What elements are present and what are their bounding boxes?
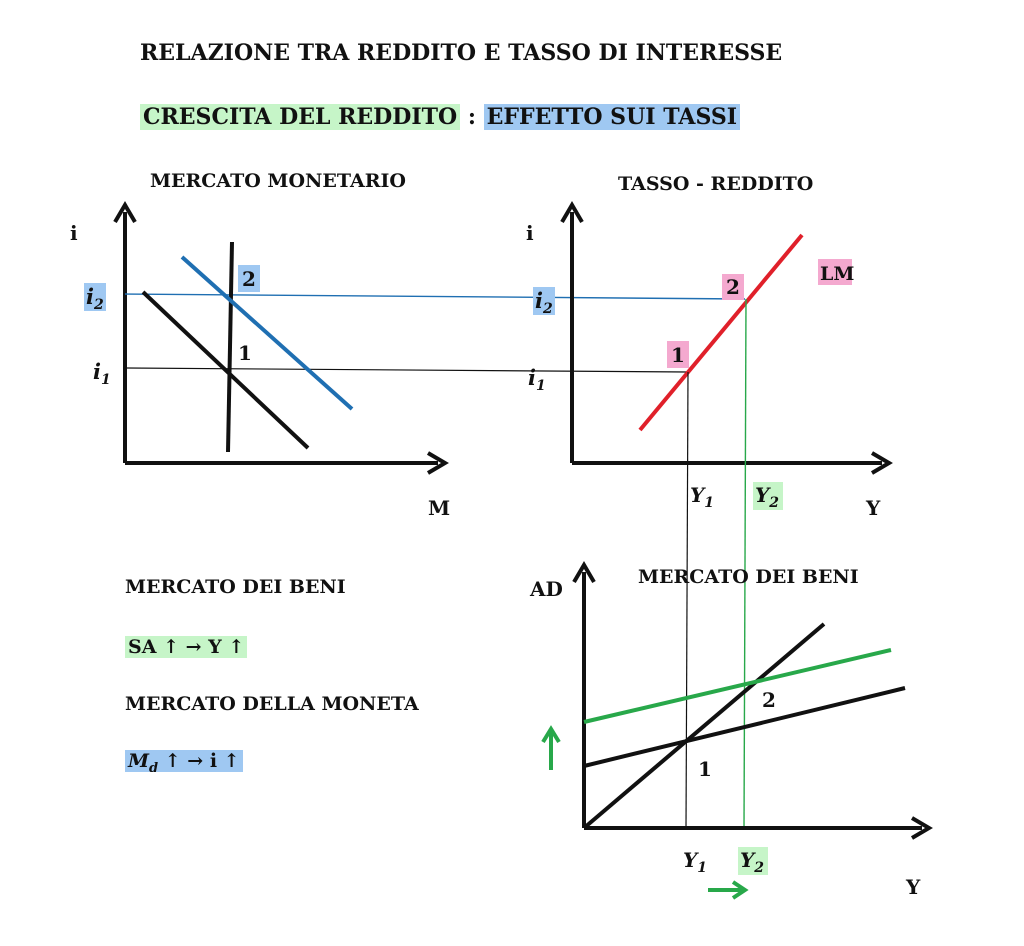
lm-y2-label: $Y_2$ (755, 483, 780, 511)
goods-y2-label: $Y_2$ (740, 848, 765, 876)
lm-point-1: 1 (671, 343, 685, 367)
goods-y1-label: $Y_1$ (683, 848, 708, 876)
money-effect-rest: ↑ → i ↑ (158, 750, 240, 772)
goods-y-label: AD (530, 577, 563, 601)
note-goods-heading: MERCATO DEI BENI (125, 576, 346, 598)
money-market-graph (70, 170, 745, 520)
goods-point-2: 2 (762, 688, 776, 712)
goods-point-1: 1 (698, 757, 712, 781)
money-y-label: i (70, 221, 78, 245)
lm-graph (526, 173, 889, 520)
right-shift-arrow-icon (708, 882, 745, 898)
money-graph-title: MERCATO MONETARIO (150, 170, 406, 192)
lm-x-label: Y (866, 496, 881, 520)
money-point-1: 1 (238, 341, 252, 365)
goods-effect-text: SA ↑ → Y ↑ (125, 636, 247, 658)
money-demand-var: M (128, 750, 150, 772)
lm-y1-label: $Y_1$ (690, 483, 715, 511)
lm-graph-title: TASSO - REDDITO (618, 173, 814, 195)
money-demand-line-2 (182, 257, 352, 409)
subtitle-income-growth: CRESCITA DEL REDDITO (140, 104, 460, 130)
note-money-heading: MERCATO DELLA MONETA (125, 693, 419, 715)
lm-i1-label: $i_1$ (528, 365, 546, 394)
money-demand-sub: d (149, 760, 159, 776)
page-title: RELAZIONE TRA REDDITO E TASSO DI INTERESSE (140, 40, 783, 66)
goods-45-degree-line (584, 624, 824, 828)
money-supply-line (228, 242, 232, 452)
goods-ad-line-2 (584, 650, 891, 722)
goods-graph-title: MERCATO DEI BENI (638, 566, 859, 588)
lm-curve-label: LM (820, 263, 855, 285)
goods-market-graph (529, 565, 929, 899)
lm-y-label: i (526, 221, 534, 245)
money-demand-line-1 (143, 292, 308, 448)
y1-guide-line (686, 372, 688, 828)
lm-i2-label: $i_2$ (535, 288, 553, 317)
y2-guide-line (744, 299, 746, 828)
money-x-label: M (428, 496, 451, 520)
goods-x-label: Y (906, 875, 921, 899)
i1-guide-line (125, 368, 688, 372)
up-shift-arrow-icon (543, 729, 559, 770)
money-i1-label: $i_1$ (93, 359, 111, 388)
lm-point-2: 2 (726, 275, 740, 299)
money-i2-label: $i_2$ (86, 284, 104, 313)
i2-guide-line (125, 294, 745, 299)
subtitle-rate-effect: EFFETTO SUI TASSI (484, 104, 740, 130)
lm-curve (640, 235, 802, 430)
subtitle-separator: : (467, 104, 476, 130)
money-point-2: 2 (242, 267, 256, 291)
